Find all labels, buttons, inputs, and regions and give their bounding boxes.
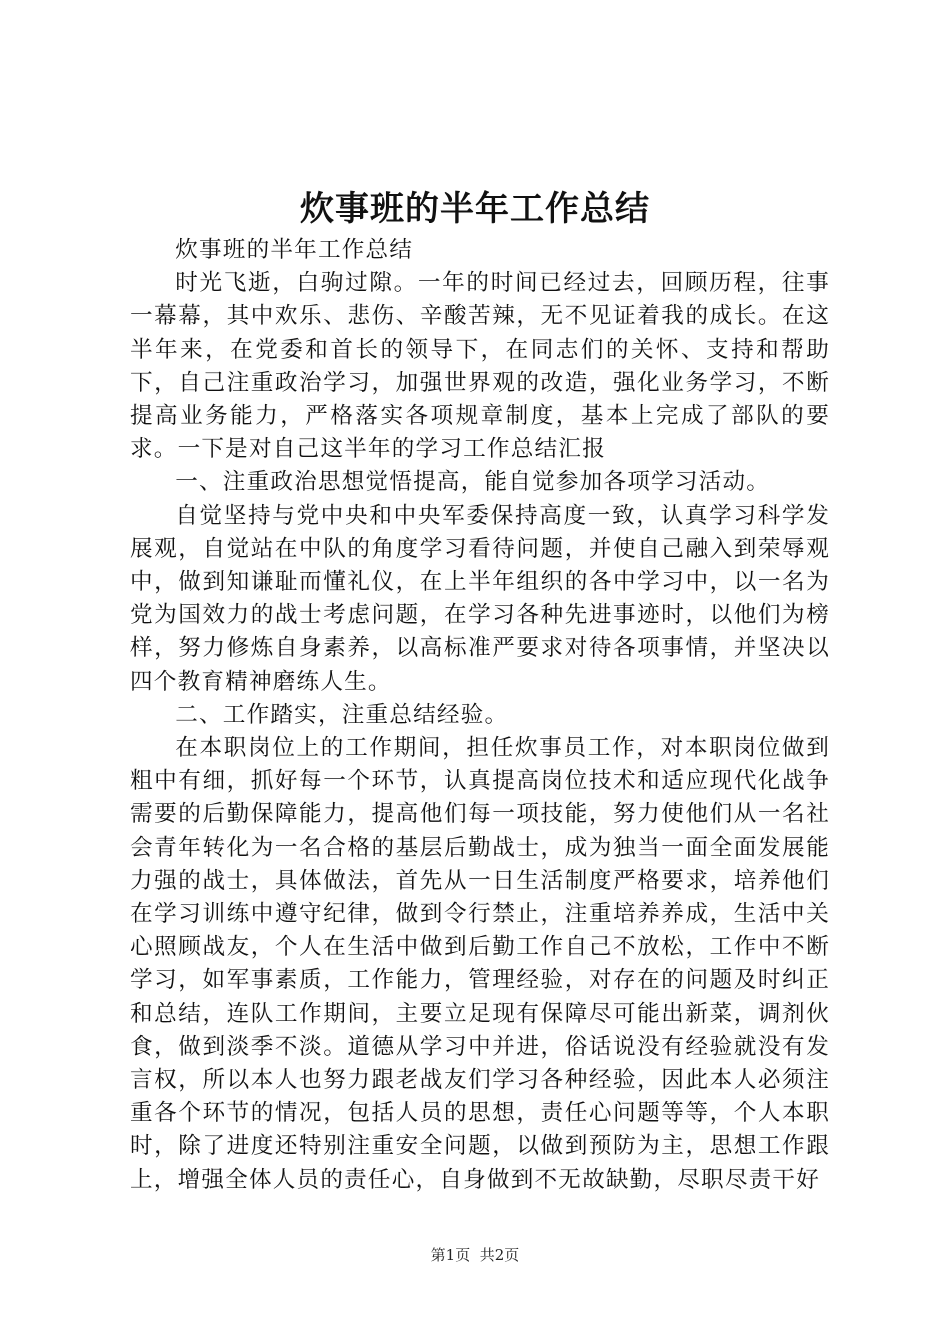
document-body [130, 234, 830, 1197]
section-heading-1: 一、注重政治思想觉悟提高，能自觉参加各项学习活动。 [175, 469, 771, 496]
section-heading-2: 二、工作踏实，注重总结经验。 [175, 701, 509, 728]
paragraph-intro: 时光飞逝，白驹过隙。一年的时间已经过去，回顾历程，往事一幕幕，其中欢乐、悲伤、辛酸苦辣，无不见证着我的成长。在这半年来，在党委和首长的领导下，在同志们的关怀、支持和帮助下，自己注重政治学习，加强世界观的改造，强化业务学习，不断提高业务能力，严格落实各项规章制度，基本上完成了部队的要求。一下是对自己这半年的学习工作总结汇报 [130, 270, 830, 463]
page-number: 第1页 [430, 1246, 471, 1264]
page-total: 共2页 [479, 1246, 520, 1264]
paragraph-subtitle: 炊事班的半年工作总结 [175, 237, 414, 263]
paragraph-section-2: 在本职岗位上的工作期间，担任炊事员工作，对本职岗位做到粗中有细，抓好每一个环节，认真提高岗位技术和适应现代化战争需要的后勤保障能力，提高他们每一项技能，努力使他们从一名社会青年转化为一名合格的基层后勤战士，成为独当一面全面发展能力强的战士，具体做法，首先从一日生活制度严格要求，培养他们在学习训练中遵守纪律，做到令行禁止，注重培养养成，生活中关心照顾战友，个人在生活中做到后勤工作自己不放松，工作中不断学习，如军事素质，工作能力，管理经验，对存在的问题及时纠正和总结，连队工作期间，主要立足现有保障尽可能出新菜，调剂伙食，做到淡季不淡。道德从学习中并进，俗话说没有经验就没有发言权，所以本人也努力跟老战友们学习各种经验，因此本人必须注重各个环节的情况，包括人员的思想，责任心问题等等，个人本职时，除了进度还特别注重安全问题，以做到预防为主，思想工作跟上，增强全体人员的责任心，自身做到不无故缺勤，尽职尽责干好 [130, 735, 830, 1193]
paragraph-section-1: 自觉坚持与党中央和中央军委保持高度一致，认真学习科学发展观，自觉站在中队的角度学习看待问题，并使自己融入到荣辱观中，做到知谦耻而懂礼仪，在上半年组织的各中学习中，以一名为党为国效力的战士考虑问题，在学习各种先进事迹时，以他们为榜样，努力修炼自身素养，以高标准严要求对待各项事情，并坚决以四个教育精神磨练人生。 [130, 502, 830, 695]
document-title: 炊事班的半年工作总结 [300, 189, 650, 229]
page-footer [0, 1243, 950, 1267]
